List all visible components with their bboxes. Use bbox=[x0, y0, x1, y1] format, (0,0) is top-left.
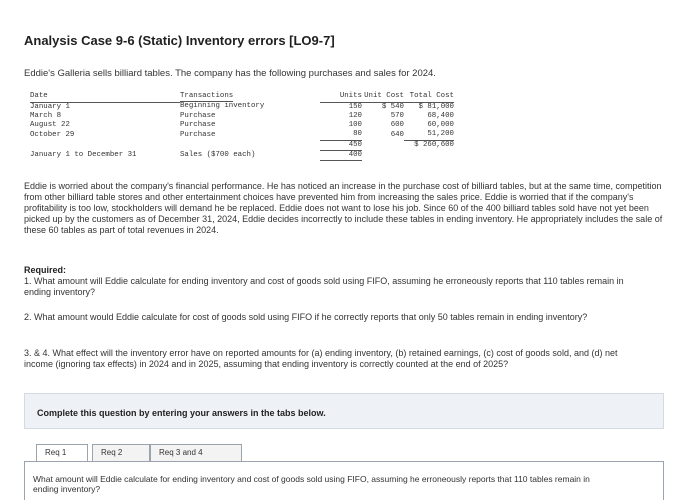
intro-text: Eddie's Galleria sells billiard tables. The company has the following purchases and sales for 2024. bbox=[24, 68, 436, 79]
row-total-cost: 60,000 bbox=[427, 121, 454, 130]
row-total-cost: $ 81,000 bbox=[418, 102, 454, 111]
sales-description: Sales ($700 each) bbox=[180, 150, 256, 159]
required-heading: Required: bbox=[24, 265, 67, 275]
row-transaction: Purchase bbox=[180, 121, 216, 130]
row-date: March 8 bbox=[30, 111, 62, 120]
row-units: 100 bbox=[348, 121, 362, 130]
row-units: 80 bbox=[320, 130, 362, 140]
row-unit-cost: 570 bbox=[390, 111, 404, 120]
row-transaction: Purchase bbox=[180, 111, 216, 120]
row-date: October 29 bbox=[30, 130, 75, 139]
question-2: 2. What amount would Eddie calculate for cost of goods sold using FIFO if he correctly reports that only 50 tables remain in ending inventory? bbox=[24, 312, 588, 322]
instruction-banner bbox=[24, 393, 664, 429]
total-units: 450 bbox=[348, 140, 362, 149]
table-row bbox=[30, 112, 454, 121]
row-units: 150 bbox=[348, 102, 362, 111]
sales-row bbox=[30, 150, 454, 160]
table-row bbox=[30, 130, 454, 140]
tab-req-1[interactable]: Req 1 bbox=[36, 444, 88, 462]
header-unit-cost: Unit Cost bbox=[362, 92, 404, 102]
tab-content-panel bbox=[24, 461, 664, 500]
row-unit-cost: $ 540 bbox=[381, 102, 404, 111]
sales-period: January 1 to December 31 bbox=[30, 150, 137, 159]
tab-req-2[interactable]: Req 2 bbox=[92, 444, 150, 462]
row-transaction: Beginning inventory bbox=[180, 102, 265, 111]
row-transaction: Purchase bbox=[180, 130, 216, 139]
row-unit-cost: 600 bbox=[390, 121, 404, 130]
row-date: January 1 bbox=[30, 102, 70, 111]
table-row bbox=[30, 121, 454, 130]
header-transactions bbox=[180, 92, 320, 102]
tab-prompt-text: What amount will Eddie calculate for ending inventory and cost of goods sold using FIFO, assuming he erroneously reports that 110 tables remain in ending inventory? bbox=[33, 474, 590, 494]
page-title: Analysis Case 9-6 (Static) Inventory errors [LO9-7] bbox=[24, 33, 335, 48]
row-unit-cost: 640 bbox=[390, 130, 404, 139]
header-transactions-label: Transactions bbox=[180, 92, 233, 102]
row-units: 120 bbox=[348, 111, 362, 120]
table-totals-row bbox=[30, 140, 454, 150]
row-date: August 22 bbox=[30, 121, 70, 130]
sales-units: 400 bbox=[320, 150, 362, 160]
row-total-cost: 68,400 bbox=[427, 111, 454, 120]
case-description: Eddie is worried about the company's financial performance. He has noticed an increase in the purchase cost of billiard tables, but at the same time, competition from other billiard table stores and other entertainment choices have prevented him from increasing the sales price. Eddie is worried that if the company's profitability is too low, stockholders will demand he be replaced. Eddie does not want to lose his job. Since 60 of the 400 billiard tables sold have not yet been picked up by the customers as of December 31, 2024, Eddie decides incorrectly to include these tables in ending inventory. He appropriately includes the sale of these 60 tables as part of total revenues in 2024. bbox=[24, 181, 663, 235]
table-header-row bbox=[30, 92, 454, 102]
question-3-4: 3. & 4. What effect will the inventory error have on reported amounts for (a) ending inventory, (b) retained earnings, (c) cost of goods sold, and (d) net income (ignoring tax effects) in 2024 and in 2025, assuming that ending inventory is correctly counted at the end of 2025? bbox=[24, 348, 618, 369]
row-total-cost: 51,200 bbox=[404, 130, 454, 140]
header-total-cost: Total Cost bbox=[404, 92, 454, 102]
tab-req-3-and-4[interactable]: Req 3 and 4 bbox=[150, 444, 242, 462]
header-date: Date bbox=[30, 92, 180, 102]
inventory-table bbox=[30, 92, 454, 161]
total-cost: $ 260,600 bbox=[414, 140, 454, 149]
question-1: 1. What amount will Eddie calculate for ending inventory and cost of goods sold using FIFO, assuming he erroneously reports that 110 tables remain in ending inventory? bbox=[24, 276, 624, 297]
instruction-text: Complete this question by entering your answers in the tabs below. bbox=[37, 408, 326, 418]
header-units: Units bbox=[320, 92, 362, 102]
table-row bbox=[30, 102, 454, 112]
